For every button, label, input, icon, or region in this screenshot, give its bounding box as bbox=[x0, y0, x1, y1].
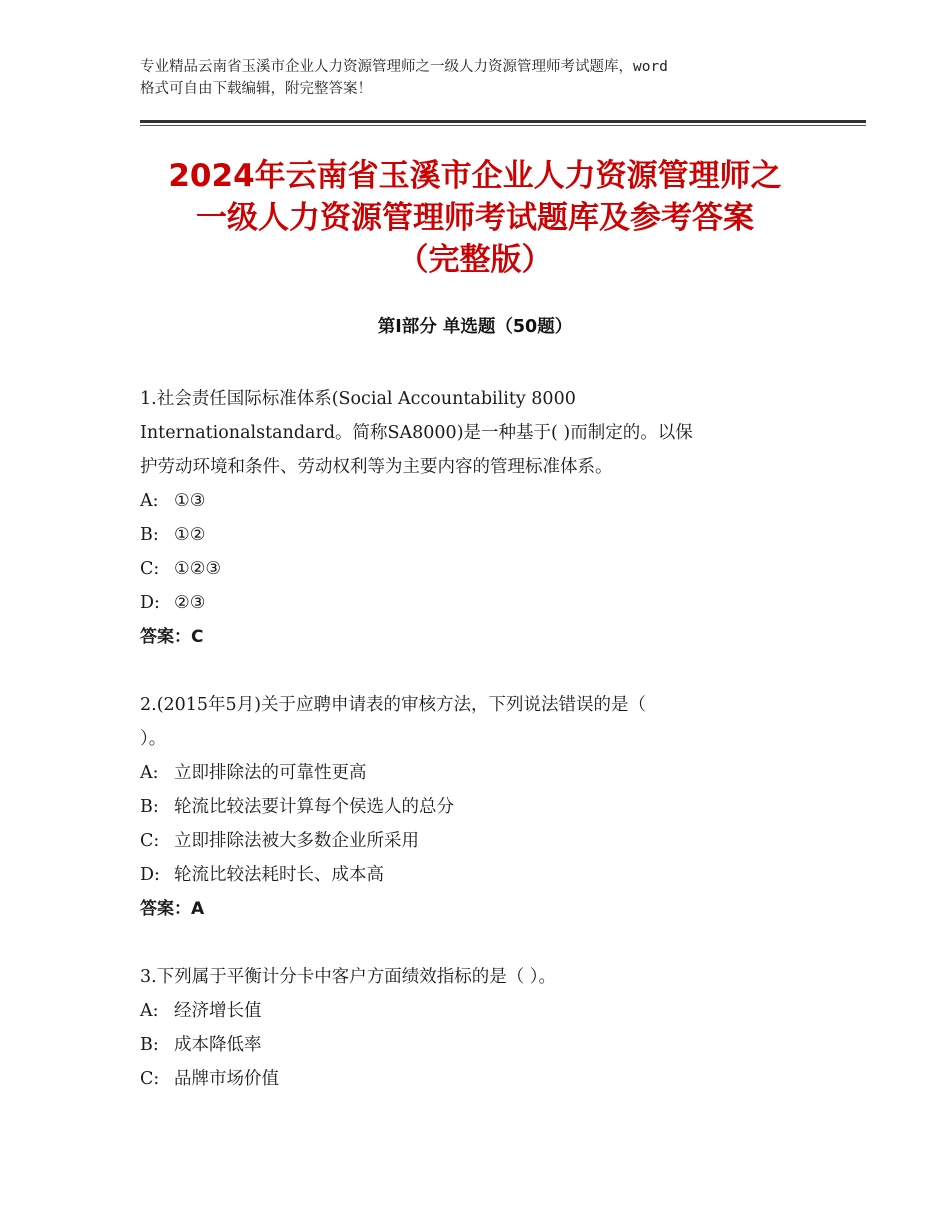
question-stem-line: 3.下列属于平衡计分卡中客户方面绩效指标的是（ ）。 bbox=[140, 967, 557, 987]
question-stem-line: Internationalstandard。简称SA8000)是一种基于( )而制定的。以保 bbox=[140, 423, 693, 443]
section-title: 第Ⅰ部分 单选题（50题） bbox=[377, 317, 573, 337]
header-note-line-1: 专业精品云南省玉溪市企业人力资源管理师之一级人力资源管理师考试题库，word bbox=[140, 59, 668, 75]
option-text: 立即排除法的可靠性更高 bbox=[174, 763, 367, 783]
question-stem-line: 护劳动环境和条件、劳动权利等为主要内容的管理标准体系。 bbox=[140, 457, 613, 477]
option-text: 立即排除法被大多数企业所采用 bbox=[174, 831, 419, 851]
question-item bbox=[140, 688, 830, 926]
header-note bbox=[140, 56, 830, 100]
option-label: D: bbox=[140, 593, 160, 613]
option-label: A: bbox=[140, 491, 159, 511]
option-label: D: bbox=[140, 865, 160, 885]
option-text: 轮流比较法耗时长、成本高 bbox=[174, 865, 384, 885]
question-answer: 答案：A bbox=[140, 899, 205, 919]
option-label: A: bbox=[140, 1001, 159, 1021]
option-label: C: bbox=[140, 559, 160, 579]
option-label: B: bbox=[140, 525, 159, 545]
option-text: 经济增长值 bbox=[174, 1001, 262, 1021]
question-option bbox=[140, 484, 830, 518]
question-list bbox=[140, 382, 830, 1130]
question-option bbox=[140, 518, 830, 552]
question-stem-line: 2.(2015年5月)关于应聘申请表的审核方法，下列说法错误的是（ bbox=[140, 695, 647, 715]
question-item bbox=[140, 960, 830, 1096]
question-stem-line: ）。 bbox=[140, 729, 167, 749]
title-line-2: 一级人力资源管理师考试题库及参考答案 bbox=[196, 200, 754, 236]
question-option bbox=[140, 552, 830, 586]
title-line-1: 2024年云南省玉溪市企业人力资源管理师之 bbox=[168, 158, 782, 194]
option-label: C: bbox=[140, 831, 160, 851]
question-option bbox=[140, 994, 830, 1028]
question-option bbox=[140, 586, 830, 620]
header-note-line-2: 格式可自由下载编辑，附完整答案！ bbox=[140, 81, 372, 97]
option-text: ①③ bbox=[174, 491, 206, 511]
option-label: B: bbox=[140, 1035, 159, 1055]
question-option bbox=[140, 790, 830, 824]
option-text: ①②③ bbox=[174, 559, 222, 579]
option-text: ①② bbox=[174, 525, 206, 545]
option-label: A: bbox=[140, 763, 159, 783]
question-option bbox=[140, 756, 830, 790]
question-option bbox=[140, 1062, 830, 1096]
question-option bbox=[140, 1028, 830, 1062]
option-label: B: bbox=[140, 797, 159, 817]
document-title bbox=[120, 155, 830, 281]
question-answer: 答案：C bbox=[140, 627, 204, 647]
header-rule-thick bbox=[140, 120, 866, 123]
option-text: 品牌市场价值 bbox=[174, 1069, 279, 1089]
option-text: 轮流比较法要计算每个侯选人的总分 bbox=[174, 797, 454, 817]
header-rule-thin bbox=[140, 125, 866, 126]
question-option bbox=[140, 858, 830, 892]
question-stem-line: 1.社会责任国际标准体系(Social Accountability 8000 bbox=[140, 389, 576, 409]
question-option bbox=[140, 824, 830, 858]
title-line-3: （完整版） bbox=[397, 242, 553, 278]
option-label: C: bbox=[140, 1069, 160, 1089]
option-text: ②③ bbox=[174, 593, 206, 613]
question-item bbox=[140, 382, 830, 654]
option-text: 成本降低率 bbox=[174, 1035, 262, 1055]
